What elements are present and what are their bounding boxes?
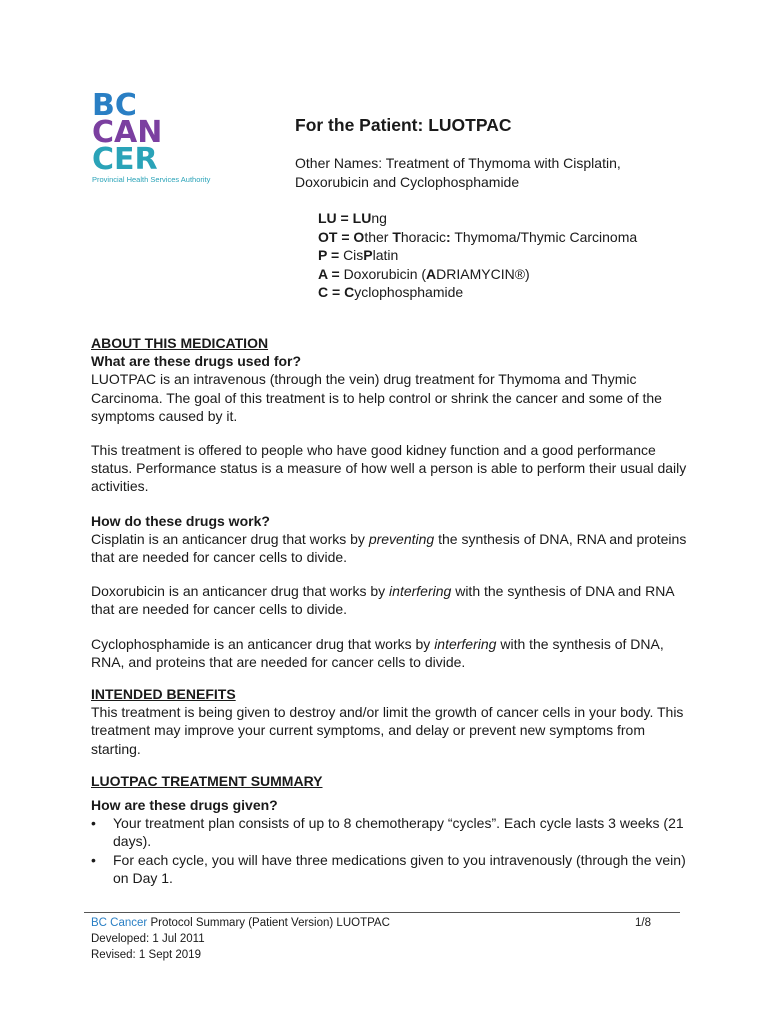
code-line-ot: OT = Other Thoracic: Thymoma/Thymic Carcinoma — [318, 228, 638, 245]
administration-list — [91, 814, 691, 887]
list-item: • For each cycle, you will have three medications given to you intravenously (through the vein) on Day 1. — [113, 851, 691, 887]
benefits-heading: INTENDED BENEFITS — [91, 686, 236, 703]
other-names: Other Names: Treatment of Thymoma with Cisplatin, Doxorubicin and Cyclophosphamide — [295, 155, 621, 190]
mechanism-question: How do these drugs work? — [91, 512, 270, 529]
summary-heading: LUOTPAC TREATMENT SUMMARY — [91, 772, 323, 789]
protocol-code-legend — [318, 209, 637, 302]
footer-divider — [84, 912, 680, 913]
code-line-c: C = Cyclophosphamide — [318, 284, 464, 300]
document-body — [91, 334, 691, 887]
logo-tagline: Provincial Health Services Authority — [92, 175, 211, 184]
doxorubicin-paragraph: Doxorubicin is an anticancer drug that works by interfering with the synthesis of DNA and RNA that are needed for cancer cells to divide. — [91, 583, 674, 618]
logo-line-1: BC — [92, 88, 137, 123]
cisplatin-paragraph: Cisplatin is an anticancer drug that works by preventing the synthesis of DNA, RNA and proteins that are needed for cancer cells to divide. — [91, 530, 687, 566]
cyclophosphamide-paragraph: Cyclophosphamide is an anticancer drug that works by interfering with the synthesis of DNA, RNA, and proteins that are needed for cancer cells to divide. — [91, 635, 664, 670]
logo-line-2: CAN — [92, 115, 163, 150]
page-footer — [91, 915, 651, 963]
developed-date: Developed: 1 Jul 2011 — [91, 933, 205, 945]
administration-question: How are these drugs given? — [91, 797, 278, 814]
footer-org: BC Cancer — [91, 917, 148, 929]
uses-question: What are these drugs used for? — [91, 353, 302, 370]
code-line-lu: LU = LUng — [318, 210, 387, 226]
footer-document-title: BC Cancer Protocol Summary (Patient Version) LUOTPAC — [91, 917, 390, 929]
logo-line-3: CER — [92, 142, 158, 177]
page-number: 1/8 — [635, 917, 651, 929]
eligibility-paragraph: This treatment is offered to people who have good kidney function and a good performance status. Performance status is a measure of how well a person is able to perform their usual daily activities. — [91, 442, 687, 495]
uses-paragraph: LUOTPAC is an intravenous (through the vein) drug treatment for Thymoma and Thymic Carcinoma. The goal of this treatment is to help control or shrink the cancer and some of the symptoms caused by it. — [91, 371, 662, 424]
code-line-a: A = Doxorubicin (ADRIAMYCIN®) — [318, 265, 530, 282]
about-heading: ABOUT THIS MEDICATION — [91, 335, 269, 351]
list-item: • Your treatment plan consists of up to 8 chemotherapy “cycles”. Each cycle lasts 3 weeks (21 days). — [113, 814, 691, 850]
benefits-paragraph: This treatment is being given to destroy and/or limit the growth of cancer cells in your body. This treatment may improve your current symptoms, and delay or prevent new symptoms from starting. — [91, 704, 684, 757]
document-title: For the Patient: LUOTPAC — [295, 115, 512, 135]
code-line-p: P = CisPlatin — [318, 247, 399, 263]
bc-cancer-logo — [92, 88, 232, 184]
revised-date: Revised: 1 Sept 2019 — [91, 949, 201, 961]
